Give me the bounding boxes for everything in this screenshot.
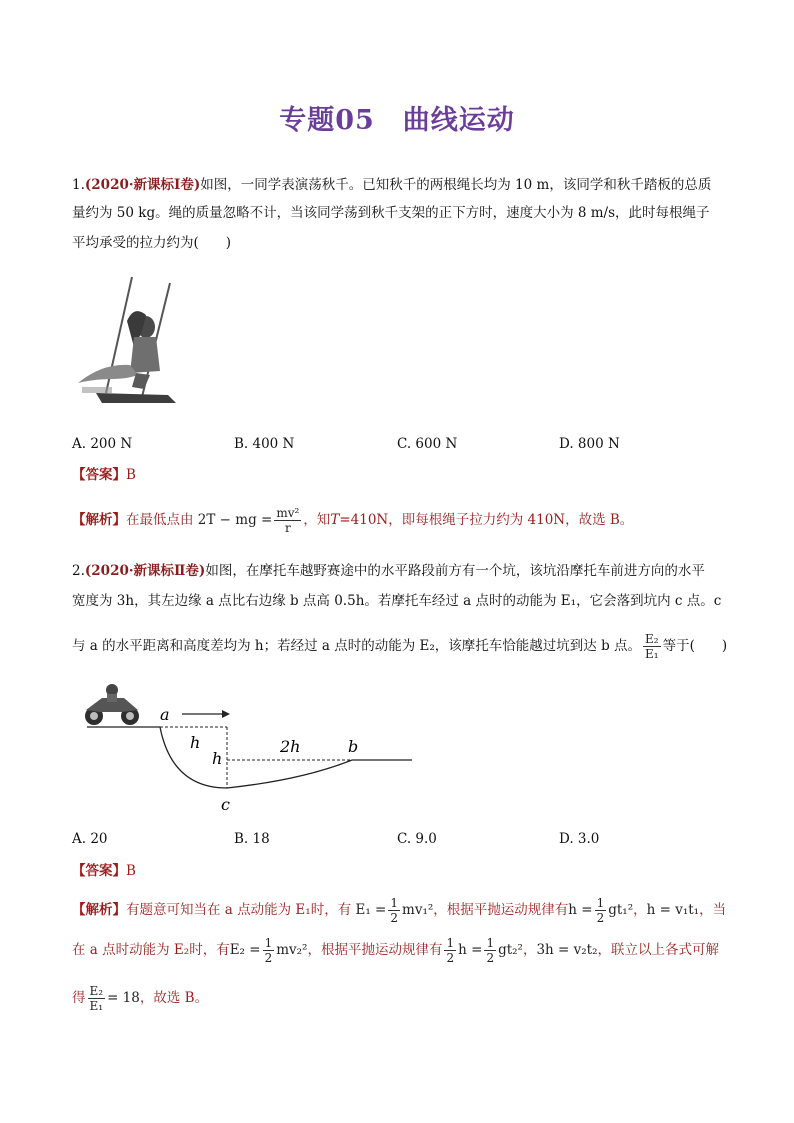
q2-qfrac-den: E₁: [645, 647, 659, 661]
q2-eq2-right: gt₁²: [608, 902, 634, 918]
q2-b1: 在 a 点时动能为 E₂时，有: [72, 942, 230, 958]
q2-a3: ，: [633, 902, 647, 918]
q2-eq7-den: E₁: [89, 999, 104, 1013]
q2-text-1: 如图，在摩托车越野赛途中的水平路段前方有一个坑，该坑沿摩托车前进方向的水平: [205, 563, 705, 579]
pit-figure: [72, 680, 422, 820]
q2-eq4-right: mv₂²: [276, 942, 308, 958]
q2-eq5-mid: h =: [458, 942, 483, 958]
q2-eq2-frac: [595, 896, 607, 925]
q2-b3: ，: [522, 942, 537, 958]
q2-text-3: 与 a 的水平距离和高度差均为 h；若经过 a 点时的动能为 E₂，该摩托车恰能越过坑到达 b 点。: [72, 638, 642, 654]
q2-analysis-line2: [72, 936, 719, 965]
swing-figure: [72, 275, 182, 415]
q2-option-a: A. 20: [72, 831, 108, 847]
label-2h: 2h: [280, 737, 301, 756]
q2-eq7-right: = 18: [107, 990, 140, 1006]
q1-eq-num: mv²: [276, 506, 300, 520]
q2-eq4-left: E₂ =: [229, 942, 261, 958]
page-title: 专题05 曲线运动: [279, 105, 515, 136]
q2-a4: ，当: [699, 902, 727, 918]
q1-analysis-mid: ，知: [303, 512, 331, 528]
q2-line1: [72, 560, 705, 582]
label-c: c: [221, 795, 230, 814]
q2-option-d: D. 3.0: [559, 831, 600, 847]
motorcycle-icon: [85, 684, 139, 725]
q2-line3: [72, 632, 727, 661]
q2-a2: ，根据平抛运动规律有: [433, 902, 569, 918]
q2-eq3: h = v₁t₁: [646, 902, 700, 918]
q1-answer-label: 【答案】: [72, 467, 126, 483]
q2-answer-label: 【答案】: [72, 863, 126, 879]
q1-analysis-T: T: [330, 512, 340, 528]
q1-source: (2020·新课标Ⅰ卷): [84, 177, 201, 193]
q2-option-c: C. 9.0: [397, 831, 437, 847]
q2-eq1-right: mv₁²: [402, 902, 434, 918]
q1-answer-value: B: [126, 467, 136, 483]
q2-text-2: 宽度为 3h，其左边缘 a 点比右边缘 b 点高 0.5h。若摩托车经过 a 点时的动能为 E₁，它会落到坑内 c 点。c: [72, 593, 722, 609]
q2-b4: ，联立以上各式可解: [597, 942, 720, 958]
q1-line1: [72, 174, 711, 196]
q2-eq5-right: gt₂²: [498, 942, 523, 958]
q2-source: (2020·新课标Ⅱ卷): [84, 563, 206, 579]
q1-eq-fraction: [274, 506, 301, 535]
label-h-vertical: h: [212, 749, 223, 768]
q2-eq2-num: 1: [596, 896, 605, 910]
q2-eq5-num1: 1: [446, 936, 455, 950]
q2-b2: ，根据平抛运动规律有: [307, 942, 443, 958]
q2-analysis-line3: [72, 984, 208, 1013]
q2-qfrac-num: E₂: [645, 632, 659, 646]
q1-analysis-post: =410N，即每根绳子拉力约为 410N，故选 B。: [339, 512, 634, 528]
q1-option-b: B. 400 N: [234, 436, 295, 452]
q2-eq4-num: 1: [264, 936, 273, 950]
q2-eq4-den: 2: [264, 951, 273, 965]
q2-eq1-den: 2: [390, 911, 399, 925]
q2-number: 2.: [72, 563, 85, 579]
q2-answer-value: B: [126, 863, 136, 879]
q1-eq-left: 2T − mg =: [197, 512, 273, 528]
q2-eq1-left: E₁ =: [355, 902, 387, 918]
q2-c1: 得: [72, 990, 86, 1006]
q2-eq5-frac2: [484, 936, 496, 965]
q1-text-1: 如图，一同学表演荡秋千。已知秋千的两根绳长均为 10 m，该同学和秋千踏板的总质: [200, 177, 712, 193]
q1-text-2: 量约为 50 kg。绳的质量忽略不计，当该同学荡到秋千支架的正下方时，速度大小为 8 m/s，此时每根绳子: [72, 205, 710, 221]
q2-option-b: B. 18: [234, 831, 270, 847]
q2-eq2-left: h =: [568, 902, 593, 918]
q2-eq6: 3h = v₂t₂: [536, 942, 598, 958]
q1-number: 1.: [72, 177, 85, 193]
q1-eq-den: r: [284, 521, 291, 535]
q1-option-c: C. 600 N: [397, 436, 458, 452]
q2-eq7-num: E₂: [89, 984, 104, 998]
q1-option-a: A. 200 N: [72, 436, 133, 452]
label-h-horizontal: h: [190, 733, 201, 752]
q2-eq2-den: 2: [596, 911, 605, 925]
label-a: a: [160, 705, 170, 724]
q1-option-d: D. 800 N: [559, 436, 620, 452]
q2-eq4-frac: [263, 936, 275, 965]
q2-answer: [72, 860, 136, 882]
q1-analysis-label: 【解析】: [72, 512, 126, 528]
q2-c2: ，故选 B。: [139, 990, 209, 1006]
q2-eq5-frac1: [444, 936, 456, 965]
q2-eq7-frac: [88, 984, 106, 1013]
q2-analysis-label: 【解析】: [72, 902, 126, 918]
q2-analysis-line1: [72, 896, 726, 925]
q1-analysis-text: 在最低点由: [126, 512, 194, 528]
q1-analysis: [72, 506, 633, 535]
q1-text-3: 平均承受的拉力约为( ): [72, 235, 232, 251]
q2-eq5-den2: 2: [486, 951, 495, 965]
q2-eq1-frac: [388, 896, 400, 925]
label-b: b: [348, 737, 359, 756]
q2-text-3-post: 等于( ): [662, 638, 728, 654]
q2-question-fraction: [643, 632, 661, 661]
q2-a1: 有题意可知当在 a 点动能为 E₁时，有: [126, 902, 352, 918]
q2-eq5-num2: 1: [486, 936, 495, 950]
q2-eq5-den1: 2: [446, 951, 455, 965]
q2-eq1-num: 1: [390, 896, 399, 910]
q1-answer: [72, 464, 136, 486]
